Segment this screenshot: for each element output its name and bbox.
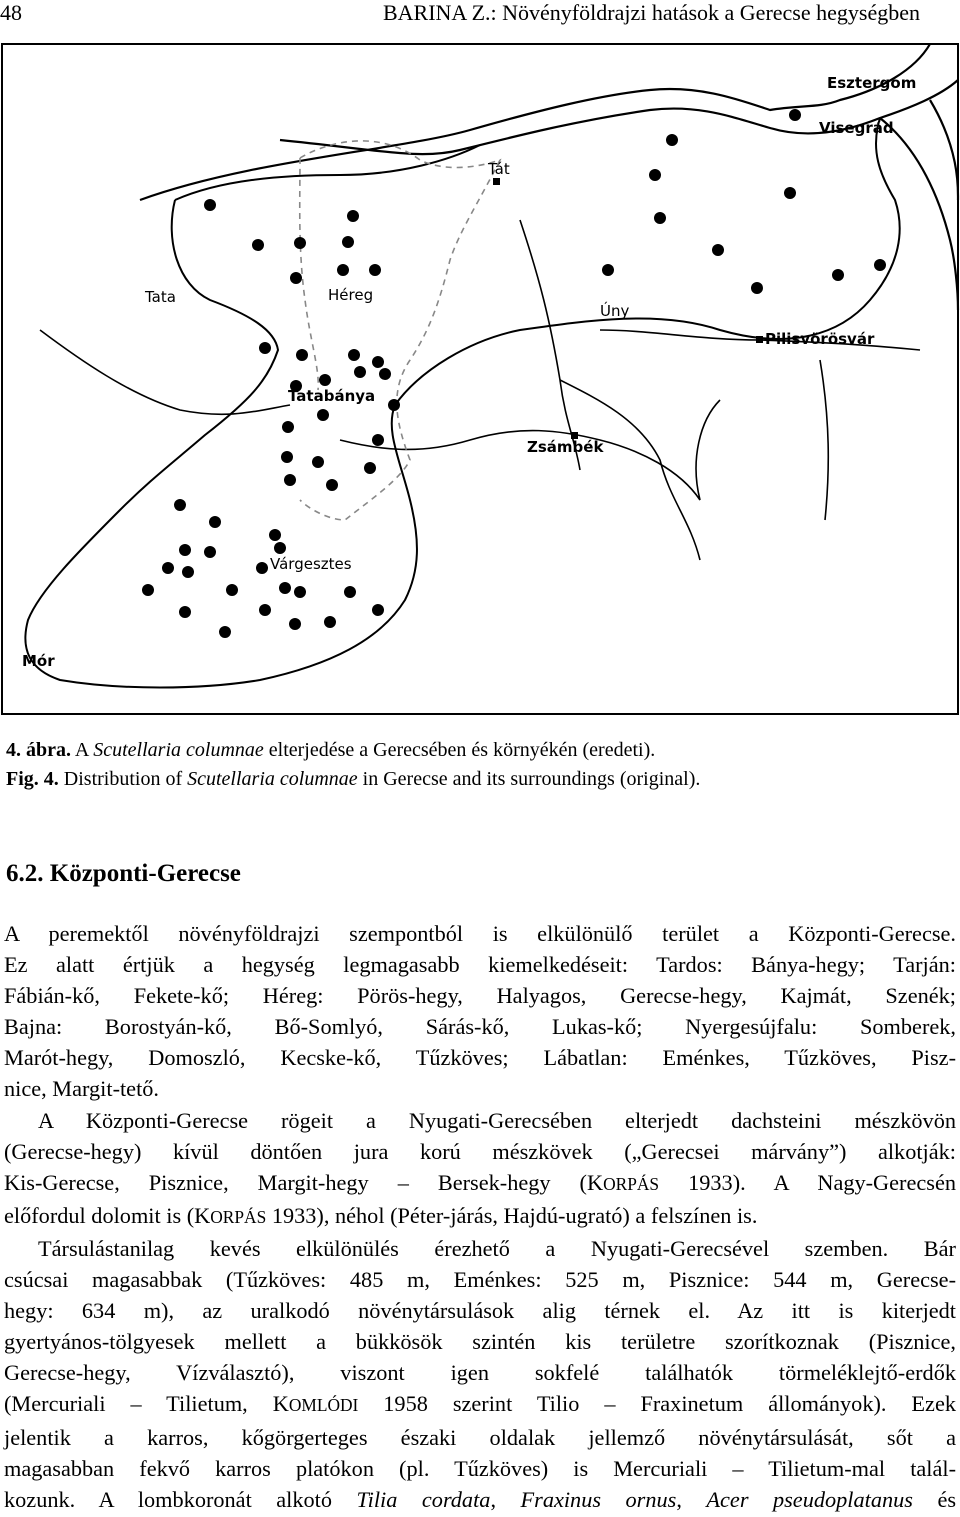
section-heading: 6.2. Központi-Gerecse [6,860,241,887]
label-esztergom: Esztergom [827,74,917,92]
body-line: (Gerecse-hegy) kívül döntően jura korú mészkövek („Gerecsei márvány”) alkotják: [4,1138,956,1164]
body-line: (Mercuriali – Tilietum, KOMLÓDI 1958 szerint Tilio – Fraxinetum állományok). Ezek [4,1391,956,1417]
distribution-map [0,40,960,720]
body-line: A Központi-Gerecse rögeit a Nyugati-Gerecsében elterjedt dachsteini mészkövön [38,1107,956,1133]
label-hereg: Héreg [328,286,374,304]
label-uny: Úny [600,302,630,320]
figure-label-en: Fig. 4. [6,768,59,790]
body-line: kozunk. A lombkoronát alkotó Tilia cordata, Fraxinus ornus, Acer pseudoplatanus és [4,1486,957,1512]
body-line: Marót-hegy, Domoszló, Kecske-kő, Tűzköves; Lábatlan: Eménkes, Tűzköves, Pisz- [4,1045,956,1071]
body-line: Fábián-kő, Fekete-kő; Héreg: Pörös-hegy, Halyagos, Gerecse-hegy, Kajmát, Szenék; [4,983,956,1009]
label-tata: Tata [145,288,176,306]
body-line: előfordul dolomit is (KORPÁS 1933), néhol (Péter-járás, Hajdú-ugrató) a felszínen is. [4,1202,758,1228]
body-line: nice, Margit-tető. [4,1076,160,1102]
body-line: Társulástanilag kevés elkülönülés érezhető a Nyugati-Gerecsével szemben. Bár [38,1235,956,1261]
body-line: Bajna: Borostyán-kő, Bő-Somlyó, Sárás-kő, Lukas-kő; Nyergesújfalu: Somberek, [4,1014,956,1040]
body-line: Kis-Gerecse, Pisznice, Margit-hegy – Bersek-hegy (KORPÁS 1933). A Nagy-Gerecsén [4,1169,956,1195]
label-pilisvorosvar: Pilisvörösvár [765,330,875,348]
body-line: A peremektől növényföldrajzi szempontból is elkülönülő terület a Központi-Gerecse. [4,921,956,946]
label-tat: Tát [488,160,510,178]
label-tatabanya: Tatabánya [288,387,376,405]
label-vargesztes: Várgesztes [270,555,352,573]
label-zsambek: Zsámbék [527,438,604,456]
body-line: jelentik a karros, kőgörgerteges északi oldalak jellemző növénytársulását, sőt a [4,1424,956,1450]
figure-label-hu: 4. ábra. [6,739,71,761]
figure-caption-hu: 4. ábra. A Scutellaria columnae elterjedése a Gerecsében és környékén (eredeti). [6,739,656,761]
body-line: Ez alatt értjük a hegység legmagasabb kiemelkedéseit: Tardos: Bánya-hegy; Tarján: [4,952,956,978]
body-line: Gerecse-hegy, Vízválasztó), viszont igen sokfelé találhatók törmeléklejtő-erdők [4,1360,956,1386]
body-text [4,918,956,1515]
body-line: gyertyános-tölgyesek mellett a bükkösök szintén kis területre szorítkoznak (Pisznice, [4,1329,956,1355]
body-line: magasabban fekvő karros platókon (pl. Tűzköves) is Mercuriali – Tilietum-mal talál- [4,1455,956,1481]
running-title: BARINA Z.: Növényföldrajzi hatások a Gerecse hegységben [382,0,920,25]
body-line: hegy: 634 m), az uralkodó növénytársulások alig térnek el. Az itt is kiterjedt [4,1298,956,1324]
species-name: Scutellaria columnae [93,739,264,761]
species-name-en: Scutellaria columnae [187,768,358,790]
page-number: 48 [0,0,22,25]
page-header [0,0,960,28]
body-line: csúcsai magasabbak (Tűzköves: 485 m, Eménkes: 525 m, Pisznice: 544 m, Gerecse- [4,1267,956,1293]
label-visegrad: Visegrád [819,119,894,137]
figure-caption-en: Fig. 4. Distribution of Scutellaria columnae in Gerecse and its surroundings (original). [6,768,701,790]
label-mor: Mór [22,652,55,670]
